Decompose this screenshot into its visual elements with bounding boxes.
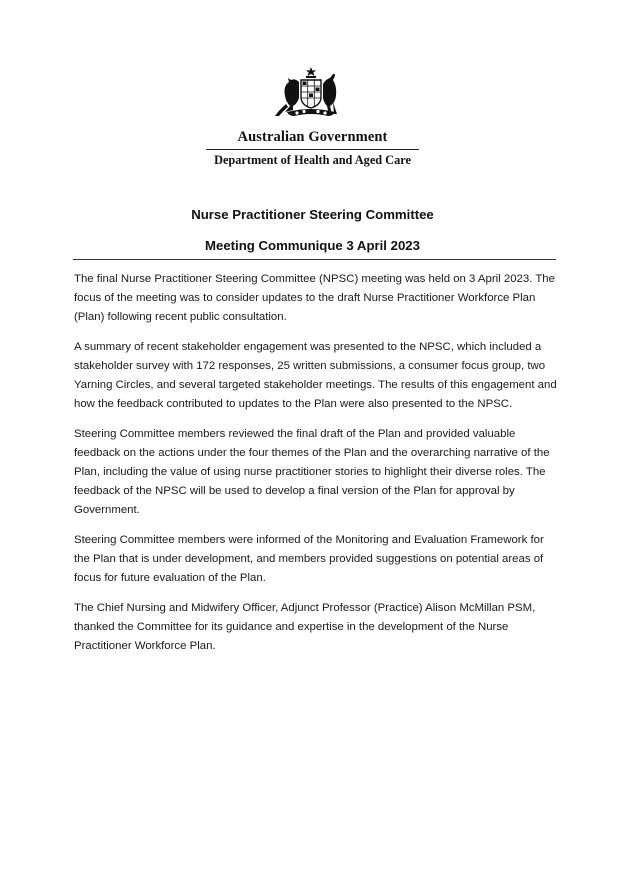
body-paragraph: Steering Committee members were informed of the Monitoring and Evaluation Framework for the Plan that is under development, and members provided suggestions on potential areas of focus for future evaluation of the Plan. <box>74 534 544 584</box>
government-name: Australian Government <box>237 129 388 145</box>
body-paragraph: Steering Committee members reviewed the final draft of the Plan and provided valuable feedback on the actions under the four themes of the Plan and the overarching narrative of the Plan, including the value of using nurse practitioner stories to highlight their diverse roles. The feedback of the NPSC will be used to develop a final version of the Plan for approval by Government. <box>74 428 550 516</box>
government-logo <box>205 66 420 170</box>
body-paragraph: The final Nurse Practitioner Steering Committee (NPSC) meeting was held on 3 April 2023. The focus of the meeting was to consider updates to the draft Nurse Practitioner Workforce Plan (Plan) following recent public consultation. <box>74 273 555 323</box>
document-body <box>74 270 559 667</box>
logo-divider <box>206 149 419 150</box>
body-paragraph: A summary of recent stakeholder engagement was presented to the NPSC, which included a stakeholder survey with 172 responses, 25 written submissions, a consumer focus group, two Yarning Circles, and several targeted stakeholder meetings. The results of this engagement and how the feedback contributed to updates to the Plan were also presented to the NPSC. <box>74 341 557 410</box>
department-name: Department of Health and Aged Care <box>214 153 411 167</box>
body-paragraph: The Chief Nursing and Midwifery Officer, Adjunct Professor (Practice) Alison McMillan PSM, thanked the Committee for its guidance and expertise in the development of the Nurse Practitioner Workforce Plan. <box>74 602 536 652</box>
document-title: Nurse Practitioner Steering Committee <box>191 207 434 222</box>
coat-of-arms-icon <box>273 66 349 118</box>
title-divider <box>73 259 556 260</box>
document-subtitle: Meeting Communique 3 April 2023 <box>205 238 420 253</box>
